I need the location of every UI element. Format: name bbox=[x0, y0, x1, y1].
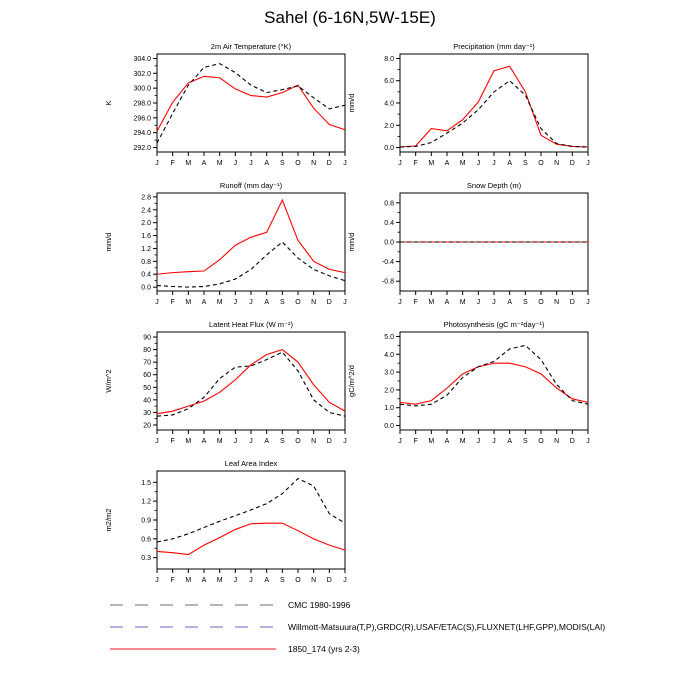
svg-text:20: 20 bbox=[143, 422, 151, 430]
svg-text:M: M bbox=[185, 438, 192, 445]
chart-panel-snow-depth bbox=[338, 177, 600, 315]
svg-text:mm/d: mm/d bbox=[104, 232, 113, 252]
svg-text:A: A bbox=[264, 438, 270, 445]
svg-text:1.6: 1.6 bbox=[141, 233, 151, 241]
svg-text:O: O bbox=[295, 438, 301, 445]
svg-text:A: A bbox=[201, 299, 207, 306]
svg-text:J: J bbox=[343, 160, 347, 167]
svg-text:D: D bbox=[326, 438, 332, 445]
svg-text:O: O bbox=[295, 160, 301, 167]
svg-text:O: O bbox=[538, 299, 544, 306]
svg-text:J: J bbox=[343, 438, 347, 445]
series-line-observations bbox=[157, 64, 345, 143]
svg-text:M: M bbox=[428, 438, 435, 445]
svg-text:S: S bbox=[279, 438, 285, 445]
svg-text:M: M bbox=[216, 577, 223, 584]
legend-line-icon bbox=[108, 600, 278, 610]
svg-text:0.3: 0.3 bbox=[141, 555, 151, 563]
svg-text:0.4: 0.4 bbox=[384, 219, 394, 227]
svg-text:2.4: 2.4 bbox=[141, 207, 151, 215]
svg-text:N: N bbox=[311, 299, 317, 306]
svg-text:-0.4: -0.4 bbox=[381, 259, 394, 267]
svg-text:90: 90 bbox=[143, 334, 151, 342]
svg-text:O: O bbox=[295, 577, 301, 584]
svg-text:294.0: 294.0 bbox=[133, 130, 151, 138]
series-line-observations bbox=[400, 81, 588, 147]
svg-text:4.0: 4.0 bbox=[384, 100, 394, 108]
svg-text:S: S bbox=[522, 299, 528, 306]
svg-text:M: M bbox=[428, 160, 435, 167]
svg-text:1.2: 1.2 bbox=[141, 498, 151, 506]
svg-text:J: J bbox=[492, 299, 496, 306]
svg-text:A: A bbox=[444, 438, 450, 445]
chart-svg bbox=[95, 38, 357, 176]
svg-text:M: M bbox=[185, 577, 192, 584]
svg-text:N: N bbox=[554, 299, 560, 306]
svg-text:J: J bbox=[233, 160, 238, 167]
svg-text:30: 30 bbox=[143, 409, 151, 417]
svg-text:60: 60 bbox=[143, 372, 151, 380]
svg-text:J: J bbox=[249, 299, 253, 306]
svg-text:F: F bbox=[170, 160, 175, 167]
legend-item bbox=[108, 622, 605, 632]
svg-text:40: 40 bbox=[143, 397, 151, 405]
svg-text:4.0: 4.0 bbox=[384, 351, 394, 359]
svg-text:mm/d: mm/d bbox=[347, 93, 356, 113]
svg-text:Precipitation (mm day⁻¹): Precipitation (mm day⁻¹) bbox=[453, 42, 535, 51]
svg-text:M: M bbox=[185, 160, 192, 167]
svg-text:Photosynthesis (gC m⁻²day⁻¹): Photosynthesis (gC m⁻²day⁻¹) bbox=[443, 320, 545, 329]
svg-text:0.0: 0.0 bbox=[384, 239, 394, 247]
svg-text:mm/d: mm/d bbox=[347, 232, 356, 252]
chart-svg bbox=[95, 316, 357, 454]
svg-text:J: J bbox=[476, 299, 481, 306]
svg-text:m2/m2: m2/m2 bbox=[104, 508, 113, 532]
series-line-observations bbox=[157, 242, 345, 287]
svg-text:A: A bbox=[507, 160, 513, 167]
svg-text:D: D bbox=[326, 299, 332, 306]
svg-text:O: O bbox=[295, 299, 301, 306]
svg-text:2.0: 2.0 bbox=[384, 387, 394, 395]
svg-text:J: J bbox=[233, 577, 238, 584]
svg-text:M: M bbox=[216, 438, 223, 445]
svg-text:N: N bbox=[311, 577, 317, 584]
series-line-1850_174 bbox=[157, 523, 345, 554]
svg-text:D: D bbox=[569, 299, 575, 306]
svg-text:J: J bbox=[492, 160, 496, 167]
chart-panel-precipitation bbox=[338, 38, 600, 176]
svg-text:F: F bbox=[413, 299, 418, 306]
svg-text:6.0: 6.0 bbox=[384, 78, 394, 86]
svg-text:O: O bbox=[538, 160, 544, 167]
svg-text:D: D bbox=[569, 438, 575, 445]
svg-text:A: A bbox=[264, 299, 270, 306]
series-line-1850_174 bbox=[400, 66, 588, 147]
svg-text:A: A bbox=[444, 160, 450, 167]
svg-text:0.0: 0.0 bbox=[384, 145, 394, 153]
svg-text:M: M bbox=[216, 299, 223, 306]
svg-text:302.0: 302.0 bbox=[133, 70, 151, 78]
svg-text:J: J bbox=[476, 438, 481, 445]
legend-label: Willmott-Matsuura(T,P),GRDC(R),USAF/ETAC(S),FLUXNET(LHF,GPP),MODIS(LAI) bbox=[288, 622, 606, 632]
legend-label: 1850_174 (yrs 2-3) bbox=[288, 644, 360, 654]
svg-text:A: A bbox=[507, 438, 513, 445]
svg-text:Runoff (mm day⁻¹): Runoff (mm day⁻¹) bbox=[219, 181, 283, 190]
svg-text:J: J bbox=[249, 160, 253, 167]
svg-text:N: N bbox=[554, 438, 560, 445]
chart-panel-leaf-area-index bbox=[95, 455, 357, 593]
svg-text:A: A bbox=[201, 438, 207, 445]
svg-text:300.0: 300.0 bbox=[133, 85, 151, 93]
svg-text:0.6: 0.6 bbox=[141, 536, 151, 544]
svg-text:3.0: 3.0 bbox=[384, 369, 394, 377]
svg-text:F: F bbox=[413, 438, 418, 445]
svg-text:D: D bbox=[326, 577, 332, 584]
svg-text:M: M bbox=[459, 299, 466, 306]
svg-text:0.0: 0.0 bbox=[384, 423, 394, 431]
svg-text:1.5: 1.5 bbox=[141, 479, 151, 487]
svg-text:70: 70 bbox=[143, 359, 151, 367]
svg-text:M: M bbox=[185, 299, 192, 306]
svg-text:F: F bbox=[170, 438, 175, 445]
svg-text:J: J bbox=[398, 438, 402, 445]
chart-svg bbox=[338, 177, 600, 315]
svg-text:J: J bbox=[155, 299, 159, 306]
svg-text:0.4: 0.4 bbox=[141, 271, 151, 279]
svg-text:0.0: 0.0 bbox=[141, 284, 151, 292]
svg-text:50: 50 bbox=[143, 384, 151, 392]
svg-text:A: A bbox=[444, 299, 450, 306]
chart-svg bbox=[338, 38, 600, 176]
legend-line-icon bbox=[108, 622, 278, 632]
svg-text:D: D bbox=[569, 160, 575, 167]
svg-text:2m Air Temperature (°K): 2m Air Temperature (°K) bbox=[210, 42, 292, 51]
svg-text:A: A bbox=[201, 577, 207, 584]
svg-text:F: F bbox=[413, 160, 418, 167]
svg-text:J: J bbox=[249, 577, 253, 584]
svg-text:J: J bbox=[476, 160, 481, 167]
svg-text:8.0: 8.0 bbox=[384, 55, 394, 63]
svg-text:F: F bbox=[170, 577, 175, 584]
svg-text:S: S bbox=[279, 299, 285, 306]
chart-panel-latent-heat-flux bbox=[95, 316, 357, 454]
series-line-1850_174 bbox=[400, 363, 588, 404]
svg-text:M: M bbox=[459, 160, 466, 167]
svg-text:A: A bbox=[264, 577, 270, 584]
svg-text:D: D bbox=[326, 160, 332, 167]
svg-text:J: J bbox=[155, 160, 159, 167]
svg-text:0.9: 0.9 bbox=[141, 517, 151, 525]
svg-text:M: M bbox=[216, 160, 223, 167]
svg-text:W/m^2: W/m^2 bbox=[104, 369, 113, 393]
svg-text:J: J bbox=[398, 160, 402, 167]
svg-text:304.0: 304.0 bbox=[133, 55, 151, 63]
svg-text:J: J bbox=[233, 299, 238, 306]
svg-text:1.0: 1.0 bbox=[384, 405, 394, 413]
svg-text:298.0: 298.0 bbox=[133, 100, 151, 108]
svg-text:80: 80 bbox=[143, 347, 151, 355]
svg-text:A: A bbox=[507, 299, 513, 306]
svg-text:J: J bbox=[155, 577, 159, 584]
svg-text:S: S bbox=[522, 438, 528, 445]
svg-text:K: K bbox=[104, 100, 113, 106]
svg-text:N: N bbox=[554, 160, 560, 167]
series-line-1850_174 bbox=[157, 350, 345, 414]
svg-text:296.0: 296.0 bbox=[133, 115, 151, 123]
chart-svg bbox=[338, 316, 600, 454]
svg-text:J: J bbox=[233, 438, 238, 445]
series-line-observations bbox=[400, 345, 588, 406]
svg-text:M: M bbox=[428, 299, 435, 306]
svg-text:J: J bbox=[249, 438, 253, 445]
svg-text:2.0: 2.0 bbox=[141, 220, 151, 228]
svg-text:J: J bbox=[492, 438, 496, 445]
svg-text:gC/m^2/d: gC/m^2/d bbox=[347, 365, 356, 397]
svg-text:292.0: 292.0 bbox=[133, 145, 151, 153]
svg-text:S: S bbox=[279, 160, 285, 167]
legend-item bbox=[108, 644, 605, 654]
series-line-1850_174 bbox=[157, 200, 345, 274]
chart-svg bbox=[95, 455, 357, 593]
svg-text:2.8: 2.8 bbox=[141, 194, 151, 202]
figure-title: Sahel (6-16N,5W-15E) bbox=[264, 8, 436, 27]
svg-text:Leaf Area Index: Leaf Area Index bbox=[224, 459, 278, 468]
svg-text:N: N bbox=[311, 438, 317, 445]
svg-text:Latent Heat Flux (W m⁻²): Latent Heat Flux (W m⁻²) bbox=[209, 320, 293, 329]
svg-text:S: S bbox=[522, 160, 528, 167]
svg-text:S: S bbox=[279, 577, 285, 584]
svg-text:J: J bbox=[343, 577, 347, 584]
svg-text:2.0: 2.0 bbox=[384, 122, 394, 130]
chart-panel-air-temperature bbox=[95, 38, 357, 176]
legend bbox=[108, 600, 605, 654]
chart-panel-photosynthesis bbox=[338, 316, 600, 454]
series-line-observations bbox=[157, 479, 345, 542]
svg-text:A: A bbox=[201, 160, 207, 167]
legend-label: CMC 1980-1996 bbox=[288, 600, 351, 610]
svg-text:F: F bbox=[170, 299, 175, 306]
svg-text:O: O bbox=[538, 438, 544, 445]
svg-text:-0.8: -0.8 bbox=[381, 278, 394, 286]
svg-text:J: J bbox=[586, 438, 590, 445]
svg-text:0.8: 0.8 bbox=[384, 200, 394, 208]
legend-line-icon bbox=[108, 644, 278, 654]
svg-text:J: J bbox=[398, 299, 402, 306]
chart-svg bbox=[95, 177, 357, 315]
svg-text:A: A bbox=[264, 160, 270, 167]
svg-text:J: J bbox=[586, 299, 590, 306]
svg-text:J: J bbox=[586, 160, 590, 167]
svg-text:M: M bbox=[459, 438, 466, 445]
legend-item bbox=[108, 600, 605, 610]
svg-text:N: N bbox=[311, 160, 317, 167]
svg-text:5.0: 5.0 bbox=[384, 333, 394, 341]
chart-panel-runoff bbox=[95, 177, 357, 315]
svg-text:1.2: 1.2 bbox=[141, 245, 151, 253]
svg-text:J: J bbox=[343, 299, 347, 306]
svg-text:Snow Depth (m): Snow Depth (m) bbox=[466, 181, 522, 190]
svg-text:J: J bbox=[155, 438, 159, 445]
svg-text:0.8: 0.8 bbox=[141, 258, 151, 266]
